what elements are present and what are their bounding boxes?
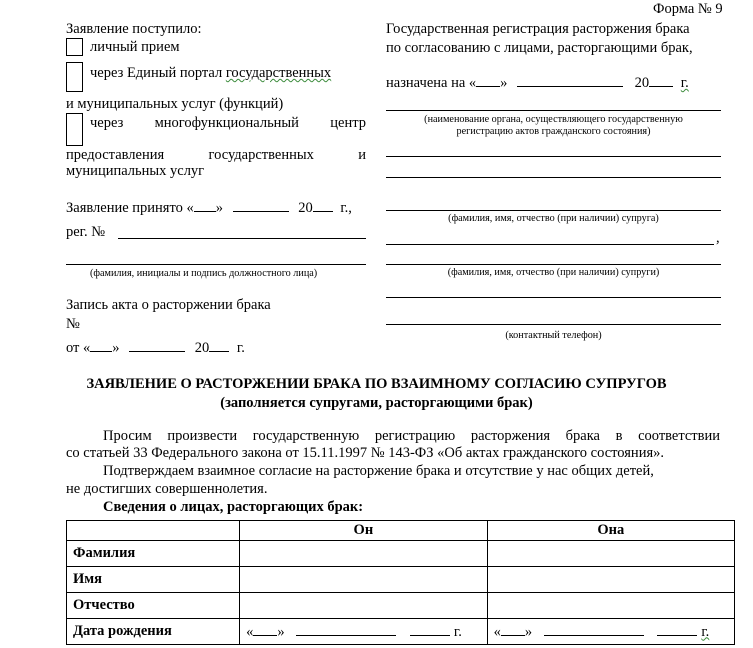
wife-name-line[interactable] xyxy=(386,264,721,265)
official-caption: (фамилия, инициалы и подпись должностного лица) xyxy=(90,268,318,279)
application-title: ЗАЯВЛЕНИЕ О РАСТОРЖЕНИИ БРАКА ПО ВЗАИМНОМУ СОГЛАСИЮ СУПРУГОВ xyxy=(86,376,667,392)
he-birthdate-cell[interactable]: « » г. xyxy=(240,619,487,645)
she-patronymic-cell[interactable] xyxy=(487,593,734,619)
record-date-line: от « » 20 г. xyxy=(66,340,245,356)
table-corner-cell xyxy=(67,521,240,541)
organ-line[interactable] xyxy=(386,110,721,111)
row-surname-label: Фамилия xyxy=(67,541,240,567)
table-row xyxy=(67,541,735,567)
checkbox-mfc[interactable] xyxy=(66,113,83,146)
option-portal-line2: и муниципальных услуг (функций) xyxy=(66,96,284,112)
spouses-table xyxy=(66,520,735,645)
paragraph1-line2: со статьей 33 Федерального закона от 15.11.1997 № 143-ФЗ «Об актах гражданского состояния». xyxy=(66,445,664,461)
option-mfc-line3: муниципальных услуг xyxy=(66,163,205,179)
option-personal-label: личный прием xyxy=(90,39,180,55)
she-name-cell[interactable] xyxy=(487,567,734,593)
checkbox-portal[interactable] xyxy=(66,62,83,92)
row-name-label: Имя xyxy=(67,567,240,593)
table-row xyxy=(67,619,735,645)
official-signature-line[interactable] xyxy=(66,264,366,265)
accepted-day-blank[interactable] xyxy=(194,199,216,212)
option-mfc-line2: предоставления государственных и xyxy=(66,147,366,163)
paragraph2-line1: Подтверждаем взаимное согласие на расторжение брака и отсутствие у нас общих детей, xyxy=(103,463,654,479)
form-number: Форма № 9 xyxy=(653,1,723,17)
he-name-cell[interactable] xyxy=(240,567,487,593)
section-heading: Сведения о лицах, расторгающих брак: xyxy=(103,499,364,515)
record-label: Запись акта о расторжении брака xyxy=(66,297,271,313)
table-row xyxy=(67,567,735,593)
record-month-blank[interactable] xyxy=(129,339,185,352)
organ-caption-line1: (наименование органа, осуществляющего государственную xyxy=(424,114,683,125)
reg-no-line[interactable] xyxy=(118,238,366,239)
application-subtitle: (заполняется супругами, расторгающими брак) xyxy=(220,395,533,411)
phone-caption: (контактный телефон) xyxy=(505,330,602,341)
phone-line[interactable] xyxy=(386,324,721,325)
row-patronymic-label: Отчество xyxy=(67,593,240,619)
extra-line-1[interactable] xyxy=(386,156,721,157)
extra-line-2[interactable] xyxy=(386,177,721,178)
wife-caption: (фамилия, имя, отчество (при наличии) супруги) xyxy=(447,267,660,278)
accepted-year-blank[interactable] xyxy=(313,199,333,212)
received-label: Заявление поступило: xyxy=(66,21,202,37)
registration-line2: по согласованию с лицами, расторгающими брак, xyxy=(386,40,693,56)
row-birthdate-label: Дата рождения xyxy=(67,619,240,645)
organ-caption-line2: регистрацию актов гражданского состояния) xyxy=(456,126,651,137)
accepted-month-blank[interactable] xyxy=(233,199,289,212)
checkbox-personal[interactable] xyxy=(66,38,83,56)
paragraph1-line1: Просим произвести государственную регистрацию расторжения брака в соответствии xyxy=(103,428,720,444)
record-no-label: № xyxy=(66,316,80,332)
scheduled-day-blank[interactable] xyxy=(476,74,500,87)
accepted-line: Заявление принято « » 20 г., xyxy=(66,200,352,216)
husband-name-line[interactable] xyxy=(386,210,721,211)
she-surname-cell[interactable] xyxy=(487,541,734,567)
table-header-row xyxy=(67,521,735,541)
col-she-header: Она xyxy=(487,521,734,541)
registration-line1: Государственная регистрация расторжения брака xyxy=(386,21,690,37)
record-year-blank[interactable] xyxy=(209,339,229,352)
scheduled-line: назначена на « » 20 г. xyxy=(386,75,689,91)
record-day-blank[interactable] xyxy=(90,339,112,352)
table-row xyxy=(67,593,735,619)
option-mfc-line1: через многофункциональный центр xyxy=(90,115,366,131)
scheduled-year-blank[interactable] xyxy=(649,74,673,87)
he-surname-cell[interactable] xyxy=(240,541,487,567)
reg-no-label: рег. № xyxy=(66,224,106,240)
comma: , xyxy=(716,230,720,246)
col-he-header: Он xyxy=(240,521,487,541)
husband-extra-line[interactable] xyxy=(386,244,714,245)
option-portal-line1: через Единый портал государственных xyxy=(90,65,332,81)
husband-caption: (фамилия, имя, отчество (при наличии) супруга) xyxy=(448,213,659,224)
wife-extra-line[interactable] xyxy=(386,297,721,298)
paragraph2-line2: не достигших совершеннолетия. xyxy=(66,481,268,497)
she-birthdate-cell[interactable]: « » г. xyxy=(487,619,734,645)
scheduled-month-blank[interactable] xyxy=(517,74,623,87)
he-patronymic-cell[interactable] xyxy=(240,593,487,619)
